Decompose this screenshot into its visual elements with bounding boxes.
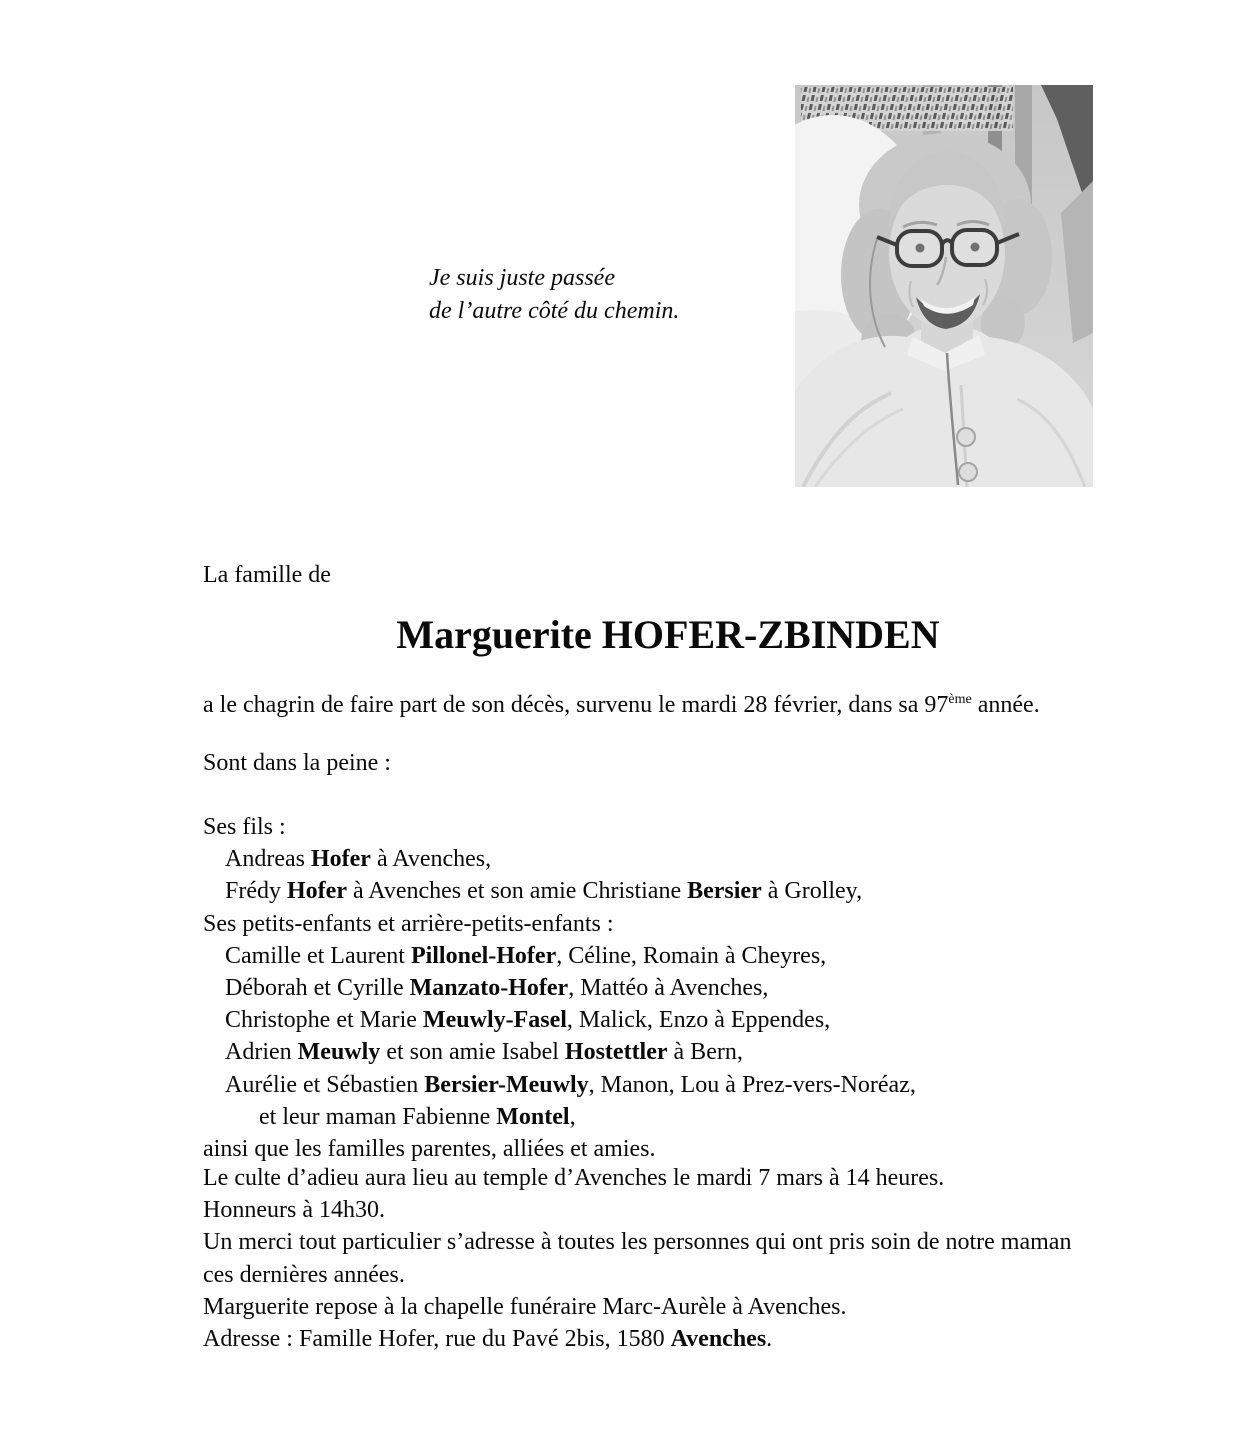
ceremony-line <box>203 1226 1071 1258</box>
text-segment: Frédy <box>225 878 287 905</box>
text-segment: , <box>569 1103 576 1130</box>
text-segment: à Avenches et son amie Christiane <box>346 878 688 905</box>
text-segment: ainsi que les familles parentes, alliées et amies. <box>203 1136 656 1163</box>
family-name-bold: Hostettler <box>564 1039 668 1066</box>
text-segment: à Grolley, <box>761 878 863 905</box>
text-segment: Un merci tout particulier s’adresse à toutes les personnes qui ont pris soin de notre maman <box>203 1229 1072 1256</box>
text-segment: , Céline, Romain à Cheyres, <box>556 942 827 969</box>
epigraph-quote <box>429 262 679 328</box>
family-name-bold: Manzato-Hofer <box>409 975 569 1002</box>
ceremony-details <box>203 1162 1071 1355</box>
family-line <box>203 1133 916 1165</box>
mourning-intro-text: Sont dans la peine : <box>203 750 391 776</box>
text-segment: Ses petits-enfants et arrière-petits-enfants : <box>203 910 614 937</box>
family-name-bold: Bersier <box>687 878 762 905</box>
announcement-after: année. <box>971 692 1040 718</box>
family-name-bold: Pillonel-Hofer <box>410 942 557 969</box>
text-segment: Le culte d’adieu aura lieu au temple d’Avenches le mardi 7 mars à 14 heures. <box>203 1165 945 1191</box>
ceremony-line <box>203 1259 1071 1291</box>
text-segment: Déborah et Cyrille <box>225 975 410 1002</box>
ceremony-line <box>203 1291 1071 1323</box>
text-segment: et son amie Isabel <box>380 1039 565 1066</box>
family-line <box>203 908 916 940</box>
text-segment: Ses fils : <box>203 814 286 840</box>
deceased-name-title: Marguerite HOFER-ZBINDEN <box>396 612 940 657</box>
announcement-before: a le chagrin de faire part de son décès, survenu le mardi 28 février, dans sa 97 <box>203 692 949 718</box>
family-line <box>203 1069 916 1101</box>
epigraph-line-2: de l’autre côté du chemin. <box>429 298 680 324</box>
text-segment: Adresse : Famille Hofer, rue du Pavé 2bis, 1580 <box>203 1326 671 1353</box>
text-segment: , Mattéo à Avenches, <box>568 975 769 1002</box>
family-name-bold: Montel <box>496 1103 570 1130</box>
text-segment: Camille et Laurent <box>225 942 411 969</box>
text-segment: à Avenches, <box>370 846 492 873</box>
intro-text: La famille de <box>203 562 331 588</box>
text-segment: Honneurs à 14h30. <box>203 1197 385 1224</box>
family-list <box>203 811 916 1165</box>
family-line <box>203 940 916 972</box>
family-line <box>203 875 916 907</box>
text-segment: , Manon, Lou à Prez-vers-Noréaz, <box>588 1071 916 1098</box>
announcement-ordinal-superscript: ème <box>948 692 972 707</box>
ceremony-line <box>203 1194 1071 1226</box>
text-segment: Marguerite repose à la chapelle funéraire Marc-Aurèle à Avenches. <box>203 1293 847 1320</box>
text-segment: Christophe et Marie <box>225 1007 423 1034</box>
family-line <box>203 1004 916 1036</box>
ceremony-line <box>203 1323 1071 1355</box>
announcement-text <box>203 689 1040 721</box>
ceremony-line <box>203 1162 1071 1194</box>
family-name-bold: Hofer <box>287 878 347 905</box>
portrait-photo <box>795 85 1093 487</box>
family-line <box>203 843 916 875</box>
text-segment: . <box>766 1326 773 1353</box>
family-line <box>203 811 916 843</box>
portrait-photo-graphic <box>795 85 1093 487</box>
text-segment: Andreas <box>225 846 311 873</box>
family-name-bold: Hofer <box>310 846 371 873</box>
family-name-bold: Meuwly-Fasel <box>422 1007 567 1034</box>
text-segment: Aurélie et Sébastien <box>225 1071 425 1098</box>
text-segment: à Bern, <box>667 1039 743 1066</box>
family-name-bold: Avenches <box>670 1326 767 1353</box>
text-segment: et leur maman Fabienne <box>259 1103 497 1130</box>
family-name-bold: Bersier-Meuwly <box>424 1071 589 1098</box>
family-line <box>203 972 916 1004</box>
family-line <box>203 1036 916 1068</box>
text-segment: ces dernières années. <box>203 1261 405 1288</box>
family-name-bold: Meuwly <box>297 1039 381 1066</box>
epigraph-line-1: Je suis juste passée <box>429 265 615 291</box>
family-line <box>203 1101 916 1133</box>
text-segment: , Malick, Enzo à Eppendes, <box>566 1007 831 1034</box>
text-segment: Adrien <box>225 1039 298 1066</box>
